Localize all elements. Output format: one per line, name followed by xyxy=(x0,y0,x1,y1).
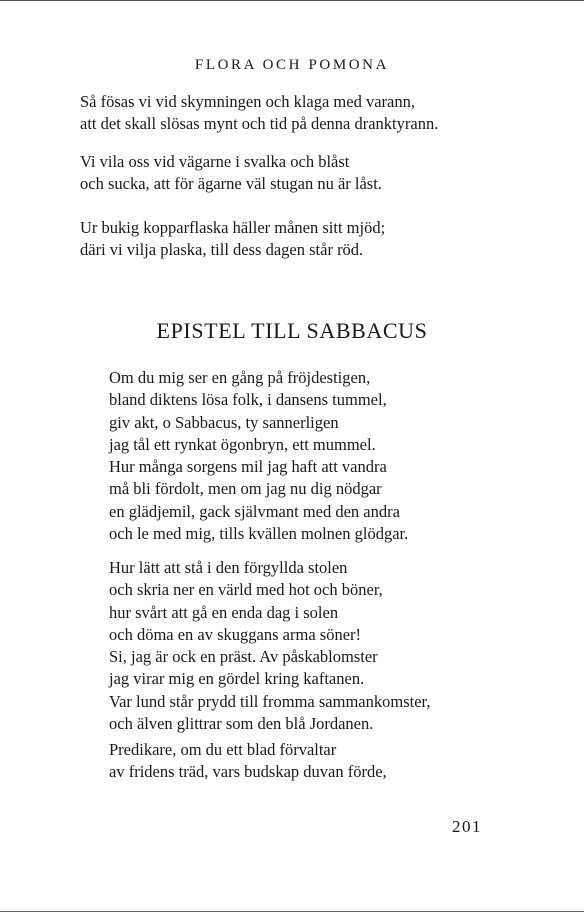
verse-line: och döma en av skuggans arma söner! xyxy=(109,624,362,644)
verse-line: att det skall slösas mynt och tid på denna dranktyrann. xyxy=(80,114,439,134)
verse-line: Predikare, om du ett blad förvaltar xyxy=(109,740,337,759)
stanza xyxy=(109,557,430,735)
poem-title: EPISTEL TILL SABBACUS xyxy=(156,318,428,343)
stanza xyxy=(109,367,408,545)
stanza xyxy=(80,91,438,136)
verse-line: Hur lätt att stå i den förgyllda stolen xyxy=(109,558,348,577)
verse-line: Si, jag är ock en präst. Av påskablomster xyxy=(109,647,378,667)
verse-line: jag tål ett rynkat ögonbryn, ett mummel. xyxy=(109,434,376,454)
verse-line: Vi vila oss vid vägarne i svalka och blåst xyxy=(80,152,350,171)
verse-line: och skria ner en värld med hot och böner, xyxy=(109,580,383,600)
verse-line: och le med mig, tills kvällen molnen glödgar. xyxy=(109,524,409,544)
verse-line: och sucka, att för ägarne väl stugan nu är låst. xyxy=(80,174,382,194)
page-bottom-edge xyxy=(0,911,584,912)
verse-line: en glädjemil, gack självmant med den andra xyxy=(109,501,400,521)
verse-line: Så fösas vi vid skymningen och klaga med varann, xyxy=(80,92,415,111)
page-number: 201 xyxy=(452,817,482,836)
verse-line: bland diktens lösa folk, i dansens tummel, xyxy=(109,390,387,410)
verse-line: giv akt, o Sabbacus, ty sannerligen xyxy=(109,412,339,432)
stanza xyxy=(109,739,387,784)
stanza xyxy=(80,151,382,196)
verse-line: Om du mig ser en gång på fröjdestigen, xyxy=(109,368,371,387)
verse-line: av fridens träd, vars budskap duvan förde, xyxy=(109,762,387,782)
verse-line: Hur många sorgens mil jag haft att vandra xyxy=(109,457,387,477)
verse-line: och älven glittrar som den blå Jordanen. xyxy=(109,714,374,734)
verse-line: däri vi vilja plaska, till dess dagen står röd. xyxy=(80,240,364,260)
running-head: FLORA OCH POMONA xyxy=(194,57,390,73)
verse-line: hur svårt att gå en enda dag i solen xyxy=(109,602,339,622)
stanza xyxy=(80,217,385,262)
verse-line: Ur bukig kopparflaska häller månen sitt mjöd; xyxy=(80,218,386,237)
verse-line: Var lund står prydd till fromma sammankomster, xyxy=(109,691,431,711)
verse-line: jag virar mig en gördel kring kaftanen. xyxy=(109,669,365,689)
verse-line: må bli fördolt, men om jag nu dig nödgar xyxy=(109,479,382,499)
page-top-edge xyxy=(0,0,584,1)
